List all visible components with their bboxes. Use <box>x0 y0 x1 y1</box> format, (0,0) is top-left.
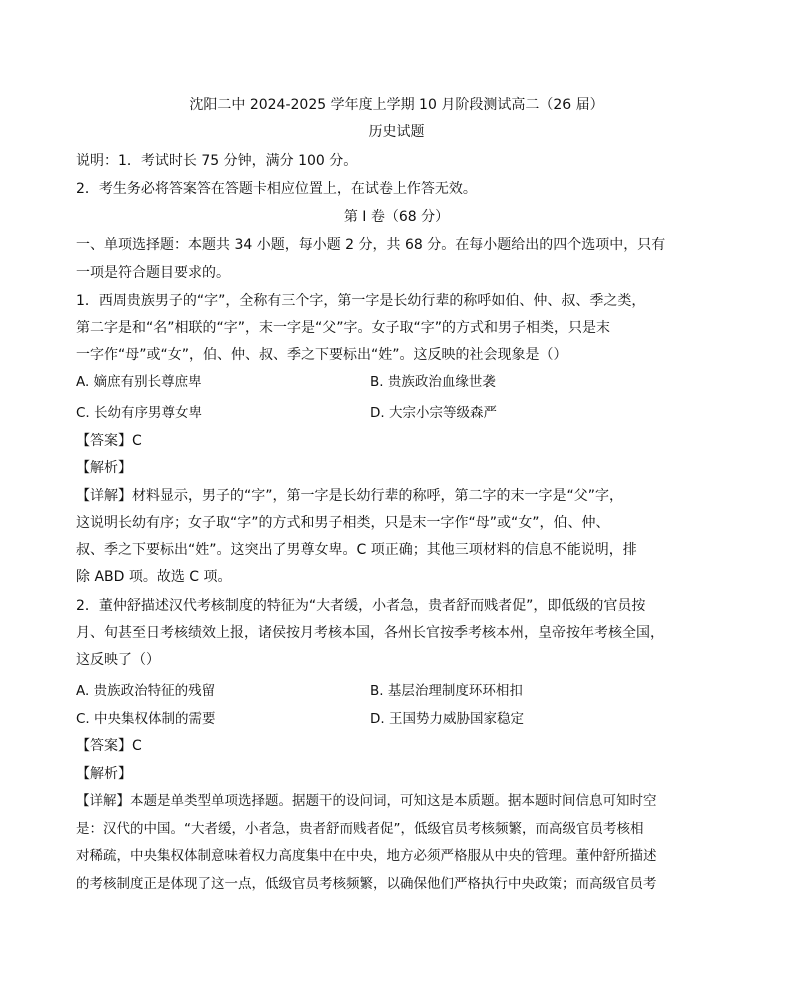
q1-analysis-label: 【解析】 <box>76 460 132 476</box>
q2-stem-line: 这反映了（） <box>76 652 160 668</box>
exam-title: 沈阳二中 2024-2025 学年度上学期 10 月阶段测试高二（26 届） <box>189 97 604 113</box>
q1-detail-line: 除 ABD 项。故选 C 项。 <box>76 569 232 585</box>
section-title: 第 I 卷（68 分） <box>343 209 450 225</box>
q2-detail-line: 对稀疏，中央集权体制意味着权力高度集中在中央，地方必须严格服从中央的管理。董仲舒所描述 <box>76 848 657 864</box>
q1-detail-line: 【详解】材料显示，男子的“字”，第一字是长幼行辈的称呼，第二字的末一字是“父”字， <box>76 488 624 504</box>
q2-detail-line: 是：汉代的中国。“大者缓，小者急，贵者舒而贱者促”，低级官员考核频繁，而高级官员考核相 <box>76 821 644 837</box>
instruction-line: 一、单项选择题：本题共 34 小题，每小题 2 分，共 68 分。在每小题给出的四个选项中，只有 <box>76 237 666 253</box>
q1-detail-line: 叔、季之下要标出“姓”。这突出了男尊女卑。C 项正确；其他三项材料的信息不能说明，排 <box>76 542 637 558</box>
q1-option-b: B. 贵族政治血缘世袭 <box>370 374 496 390</box>
q1-stem-line: 第二字是和“名”相联的“字”，末一字是“父”字。女子取“字”的方式和男子相类，只是末 <box>76 320 611 336</box>
note-line: 2．考生务必将答案答在答题卡相应位置上，在试卷上作答无效。 <box>76 181 477 197</box>
q1-option-d: D. 大宗小宗等级森严 <box>370 405 497 421</box>
q1-stem-line: 一字作“母”或“女”，伯、仲、叔、季之下要标出“姓”。这反映的社会现象是（） <box>76 347 568 363</box>
q1-option-a: A. 嫡庶有别长尊庶卑 <box>76 374 202 390</box>
q2-detail-line: 【详解】本题是单类型单项选择题。据题干的设问词，可知这是本质题。据本题时间信息可知时空 <box>76 793 657 809</box>
exam-subject: 历史试题 <box>368 124 425 140</box>
note-line: 说明：1．考试时长 75 分钟，满分 100 分。 <box>76 153 358 169</box>
q2-analysis-label: 【解析】 <box>76 766 132 782</box>
q2-option-a: A. 贵族政治特征的残留 <box>76 683 216 699</box>
q2-option-b: B. 基层治理制度环环相扣 <box>370 683 523 699</box>
q2-stem-line: 2．董仲舒描述汉代考核制度的特征为“大者缓，小者急，贵者舒而贱者促”，即低级的官员按 <box>76 598 646 614</box>
q2-option-c: C. 中央集权体制的需要 <box>76 711 216 727</box>
q2-stem-line: 月、旬甚至日考核绩效上报，诸侯按月考核本国，各州长官按季考核本州，皇帝按年考核全国， <box>76 625 664 641</box>
q1-option-c: C. 长幼有序男尊女卑 <box>76 405 203 421</box>
q2-option-d: D. 王国势力威胁国家稳定 <box>370 711 524 727</box>
q1-answer: 【答案】C <box>76 433 142 449</box>
q1-stem-line: 1．西周贵族男子的“字”，全称有三个字，第一字是长幼行辈的称呼如伯、仲、叔、季之类， <box>76 293 646 309</box>
q2-detail-line: 的考核制度正是体现了这一点，低级官员考核频繁，以确保他们严格执行中央政策；而高级官员考 <box>76 876 657 892</box>
q1-detail-line: 这说明长幼有序；女子取“字”的方式和男子相类，只是末一字作“母”或“女”，伯、仲、 <box>76 515 610 531</box>
q2-answer: 【答案】C <box>76 738 142 754</box>
instruction-line: 一项是符合题目要求的。 <box>76 265 230 281</box>
